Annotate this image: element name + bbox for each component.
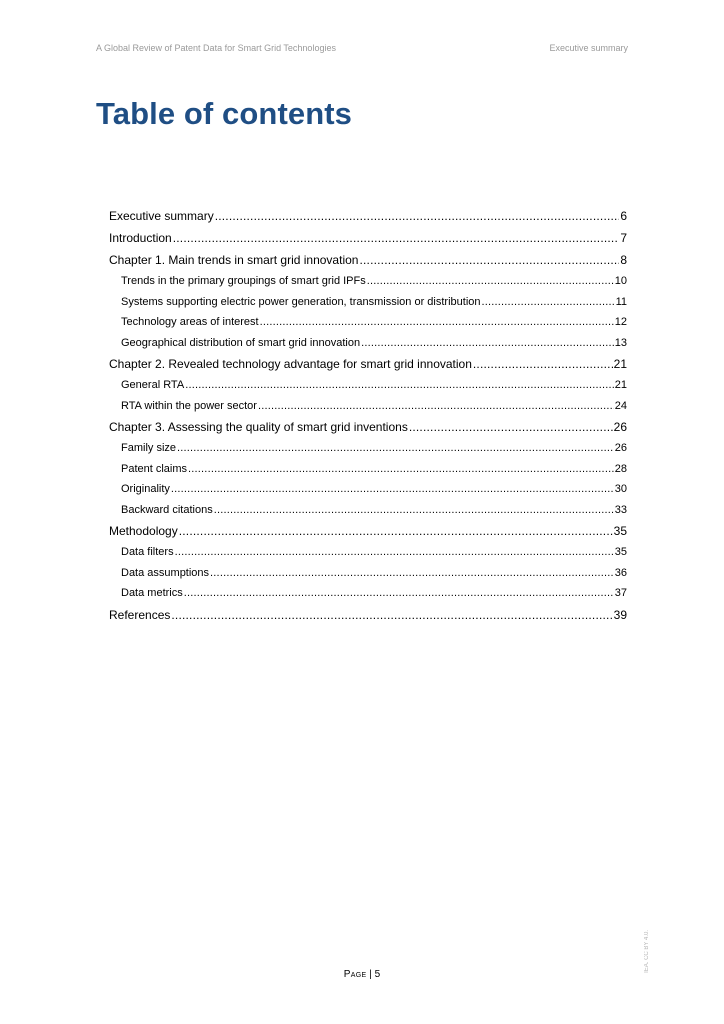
toc-entry-page: 26: [613, 420, 627, 434]
toc-entry[interactable]: [109, 209, 627, 231]
toc-entry[interactable]: [109, 608, 627, 630]
toc-entry-page: 6: [620, 209, 627, 223]
toc-dot-leader: [185, 379, 614, 391]
toc-dot-leader: [473, 357, 613, 371]
toc-entry[interactable]: [109, 337, 627, 358]
toc-dot-leader: [175, 546, 614, 558]
toc-entry-page: 30: [614, 483, 627, 495]
toc-dot-leader: [210, 567, 614, 579]
toc-entry[interactable]: [109, 296, 627, 317]
running-header: [96, 43, 628, 53]
toc-entry-page: 33: [614, 503, 627, 516]
toc-entry-page: 13: [614, 336, 627, 349]
toc-entry-page: 35: [614, 546, 627, 558]
toc-entry[interactable]: [109, 504, 627, 525]
toc-entry-title: RTA within the power sector: [121, 399, 257, 412]
toc-entry[interactable]: [109, 483, 627, 504]
table-of-contents: [109, 209, 627, 630]
toc-entry-title: Family size: [121, 442, 177, 454]
toc-entry-title: Geographical distribution of smart grid innovation: [121, 336, 361, 349]
toc-entry-page: 21: [613, 357, 627, 371]
toc-entry-title: Data filters: [121, 546, 174, 558]
toc-dot-leader: [214, 504, 614, 516]
toc-entry-page: 26: [614, 442, 627, 454]
toc-entry-title: Chapter 1. Main trends in smart grid innovation: [109, 253, 359, 267]
toc-entry-title: Backward citations: [121, 503, 213, 516]
toc-entry-title: Chapter 3. Assessing the quality of smart grid inventions: [109, 420, 408, 434]
license-note: IEA. CC BY 4.0.: [644, 930, 650, 973]
toc-dot-leader: [260, 316, 614, 328]
toc-entry-page: 36: [614, 566, 627, 579]
page-number: 5: [374, 969, 381, 980]
toc-entry[interactable]: [109, 316, 627, 337]
toc-entry[interactable]: [109, 275, 627, 296]
toc-entry[interactable]: [109, 420, 627, 442]
toc-entry[interactable]: [109, 546, 627, 567]
page-footer: [0, 969, 724, 980]
toc-dot-leader: [359, 253, 619, 267]
toc-entry[interactable]: [109, 442, 627, 463]
toc-entry-title: Technology areas of interest: [121, 316, 259, 328]
toc-entry-page: 10: [614, 275, 627, 287]
toc-entry[interactable]: [109, 567, 627, 588]
toc-dot-leader: [179, 524, 613, 538]
toc-entry[interactable]: [109, 231, 627, 253]
toc-entry-title: Chapter 2. Revealed technology advantage for smart grid innovation: [109, 357, 472, 371]
toc-dot-leader: [482, 296, 615, 308]
toc-entry-page: 7: [620, 231, 627, 245]
toc-dot-leader: [184, 587, 614, 599]
toc-entry[interactable]: [109, 253, 627, 275]
toc-entry-title: Data metrics: [121, 587, 183, 599]
toc-entry-page: 8: [620, 253, 627, 267]
toc-dot-leader: [173, 231, 620, 245]
toc-entry-page: 21: [614, 379, 627, 391]
toc-entry-title: Executive summary: [109, 209, 214, 223]
toc-entry-title: Methodology: [109, 524, 178, 538]
toc-dot-leader: [177, 442, 614, 454]
toc-entry-title: Systems supporting electric power generation, transmission or distribution: [121, 295, 481, 308]
header-document-title: A Global Review of Patent Data for Smart Grid Technologies: [96, 43, 336, 53]
page-label: Page: [343, 969, 367, 980]
page-separator: |: [369, 969, 372, 980]
toc-dot-leader: [409, 420, 613, 434]
toc-entry-page: 39: [613, 607, 627, 622]
page-title: Table of contents: [96, 96, 353, 131]
toc-entry-title: Patent claims: [121, 462, 188, 475]
toc-dot-leader: [367, 275, 614, 287]
toc-entry-page: 37: [614, 587, 627, 599]
toc-dot-leader: [258, 400, 614, 412]
header-section-title: Executive summary: [549, 43, 628, 53]
toc-entry[interactable]: [109, 357, 627, 379]
toc-entry[interactable]: [109, 524, 627, 546]
toc-entry-page: 11: [615, 295, 627, 308]
toc-entry-title: Trends in the primary groupings of smart grid IPFs: [121, 275, 366, 287]
toc-entry[interactable]: [109, 379, 627, 400]
toc-dot-leader: [215, 209, 620, 223]
toc-entry-title: Data assumptions: [121, 566, 210, 579]
toc-entry[interactable]: [109, 463, 627, 484]
toc-entry-title: Introduction: [109, 231, 172, 245]
toc-dot-leader: [188, 463, 614, 475]
toc-dot-leader: [171, 483, 614, 495]
toc-entry-title: References: [109, 607, 171, 622]
toc-entry-page: 12: [614, 316, 627, 328]
toc-entry[interactable]: [109, 400, 627, 421]
toc-dot-leader: [171, 608, 612, 622]
toc-entry-page: 35: [613, 524, 627, 538]
toc-entry-title: General RTA: [121, 379, 185, 391]
toc-entry[interactable]: [109, 587, 627, 608]
toc-dot-leader: [361, 337, 614, 349]
toc-entry-title: Originality: [121, 483, 170, 495]
toc-entry-page: 28: [614, 462, 627, 475]
toc-entry-page: 24: [614, 399, 627, 412]
